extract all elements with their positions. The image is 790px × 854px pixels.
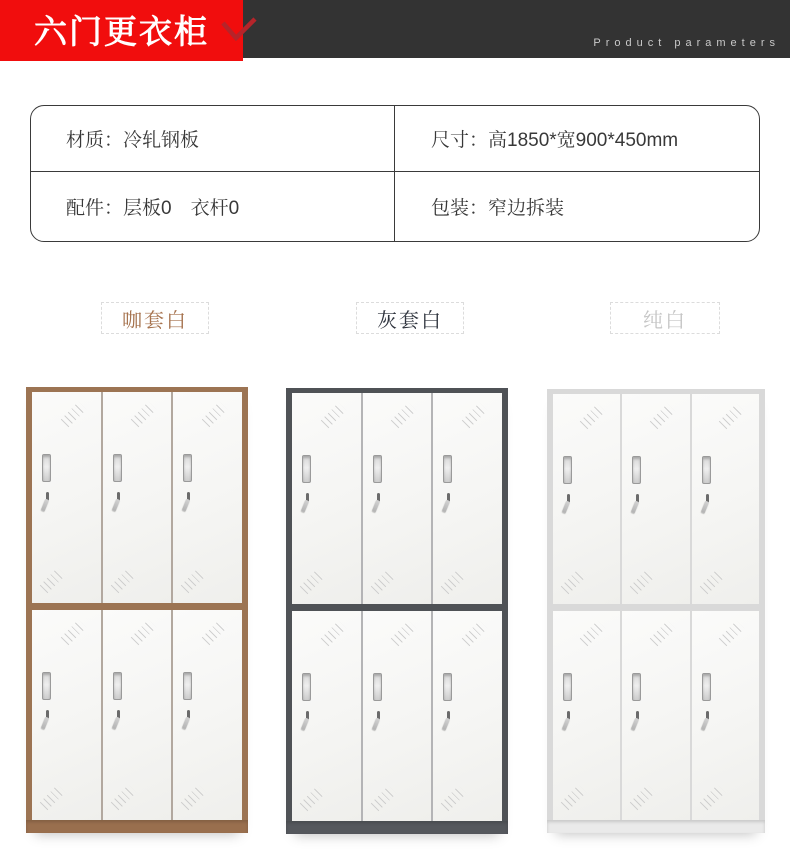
door-vent-bottom-icon — [441, 568, 466, 593]
door-vent-top-icon — [649, 620, 674, 645]
cabinet-base — [286, 821, 508, 834]
door-row — [292, 611, 502, 822]
locker-door — [692, 394, 759, 604]
door-vent-top-icon — [202, 619, 227, 644]
locker-door — [103, 610, 172, 821]
cabinet-base — [26, 820, 248, 833]
door-vent-bottom-icon — [561, 568, 586, 593]
door-handle — [563, 456, 572, 484]
cabinet-image-gray-white — [286, 388, 508, 834]
door-vent-bottom-icon — [630, 568, 655, 593]
door-vent-top-icon — [60, 402, 85, 427]
locker-door — [363, 611, 432, 822]
door-handle — [373, 673, 382, 701]
door-lock-icon — [303, 493, 313, 513]
door-vent-bottom-icon — [181, 567, 206, 592]
door-vent-bottom-icon — [561, 785, 586, 810]
door-vent-bottom-icon — [40, 567, 65, 592]
door-handle — [702, 673, 711, 701]
door-row — [553, 394, 759, 604]
locker-door — [363, 393, 432, 604]
door-lock-icon — [374, 493, 384, 513]
door-lock-icon — [184, 710, 194, 730]
door-vent-top-icon — [462, 403, 487, 428]
door-vent-top-icon — [580, 620, 605, 645]
door-handle — [113, 454, 122, 482]
door-vent-top-icon — [580, 404, 605, 429]
door-vent-top-icon — [131, 619, 156, 644]
door-lock-icon — [444, 493, 454, 513]
door-vent-bottom-icon — [300, 568, 325, 593]
door-row — [292, 393, 502, 604]
door-vent-bottom-icon — [110, 785, 135, 810]
door-vent-top-icon — [649, 404, 674, 429]
locker-door — [32, 610, 101, 821]
door-row — [32, 392, 242, 603]
door-handle — [373, 455, 382, 483]
cabinet-body — [26, 387, 248, 820]
spec-cell-material: 材质：冷轧钢板 — [31, 106, 395, 172]
door-vent-top-icon — [719, 404, 744, 429]
locker-door — [622, 611, 689, 821]
door-vent-top-icon — [391, 403, 416, 428]
door-lock-icon — [114, 492, 124, 512]
door-lock-icon — [633, 711, 643, 731]
door-vent-top-icon — [131, 402, 156, 427]
cabinet-image-coffee-white — [26, 387, 248, 833]
locker-door — [292, 611, 361, 822]
door-handle — [302, 455, 311, 483]
door-vent-top-icon — [719, 620, 744, 645]
door-lock-icon — [564, 711, 574, 731]
locker-door — [103, 392, 172, 603]
door-handle — [42, 454, 51, 482]
door-lock-icon — [564, 494, 574, 514]
door-vent-bottom-icon — [370, 568, 395, 593]
door-lock-icon — [703, 711, 713, 731]
page-title: 六门更衣柜 — [34, 13, 209, 50]
locker-door — [692, 611, 759, 821]
door-vent-bottom-icon — [110, 567, 135, 592]
door-vent-bottom-icon — [699, 785, 724, 810]
locker-door — [292, 393, 361, 604]
locker-door — [173, 610, 242, 821]
locker-door — [622, 394, 689, 604]
door-vent-top-icon — [462, 620, 487, 645]
door-handle — [702, 456, 711, 484]
door-vent-bottom-icon — [181, 785, 206, 810]
door-handle — [113, 672, 122, 700]
product-parameters-label: Product parameters — [593, 37, 780, 49]
cabinet-image-pure-white — [547, 389, 765, 833]
door-vent-top-icon — [320, 403, 345, 428]
door-handle — [632, 456, 641, 484]
door-lock-icon — [444, 711, 454, 731]
cabinet-body — [547, 389, 765, 820]
red-checkmark-icon — [220, 17, 258, 41]
door-handle — [302, 673, 311, 701]
door-row — [553, 611, 759, 821]
door-vent-bottom-icon — [370, 786, 395, 811]
locker-door — [433, 611, 502, 822]
color-option-coffee-white: 咖套白 — [101, 302, 209, 334]
locker-door — [32, 392, 101, 603]
door-row — [32, 610, 242, 821]
spec-cell-size: 尺寸：高1850*宽900*450mm — [395, 106, 759, 172]
header-title-block — [0, 0, 243, 61]
locker-door — [553, 394, 620, 604]
door-lock-icon — [43, 492, 53, 512]
door-vent-top-icon — [320, 620, 345, 645]
spec-table — [30, 105, 760, 242]
door-lock-icon — [374, 711, 384, 731]
color-option-gray-white: 灰套白 — [356, 302, 464, 334]
door-vent-top-icon — [60, 619, 85, 644]
door-vent-bottom-icon — [699, 568, 724, 593]
door-lock-icon — [184, 492, 194, 512]
door-lock-icon — [703, 494, 713, 514]
color-option-pure-white: 纯白 — [610, 302, 720, 334]
spec-cell-packaging: 包装：窄边拆装 — [431, 198, 565, 219]
cabinet-body — [286, 388, 508, 821]
door-vent-bottom-icon — [630, 785, 655, 810]
door-vent-bottom-icon — [40, 785, 65, 810]
door-handle — [42, 672, 51, 700]
locker-door — [173, 392, 242, 603]
door-lock-icon — [303, 711, 313, 731]
locker-door — [433, 393, 502, 604]
door-handle — [443, 455, 452, 483]
door-lock-icon — [43, 710, 53, 730]
door-vent-top-icon — [202, 402, 227, 427]
door-lock-icon — [633, 494, 643, 514]
door-vent-bottom-icon — [441, 786, 466, 811]
door-handle — [183, 672, 192, 700]
door-handle — [632, 673, 641, 701]
door-vent-bottom-icon — [300, 786, 325, 811]
spec-cell-accessories: 配件：层板0 衣杆0 — [31, 172, 395, 241]
door-lock-icon — [114, 710, 124, 730]
cabinet-base — [547, 820, 765, 833]
door-handle — [443, 673, 452, 701]
door-handle — [563, 673, 572, 701]
locker-door — [553, 611, 620, 821]
door-handle — [183, 454, 192, 482]
door-vent-top-icon — [391, 620, 416, 645]
